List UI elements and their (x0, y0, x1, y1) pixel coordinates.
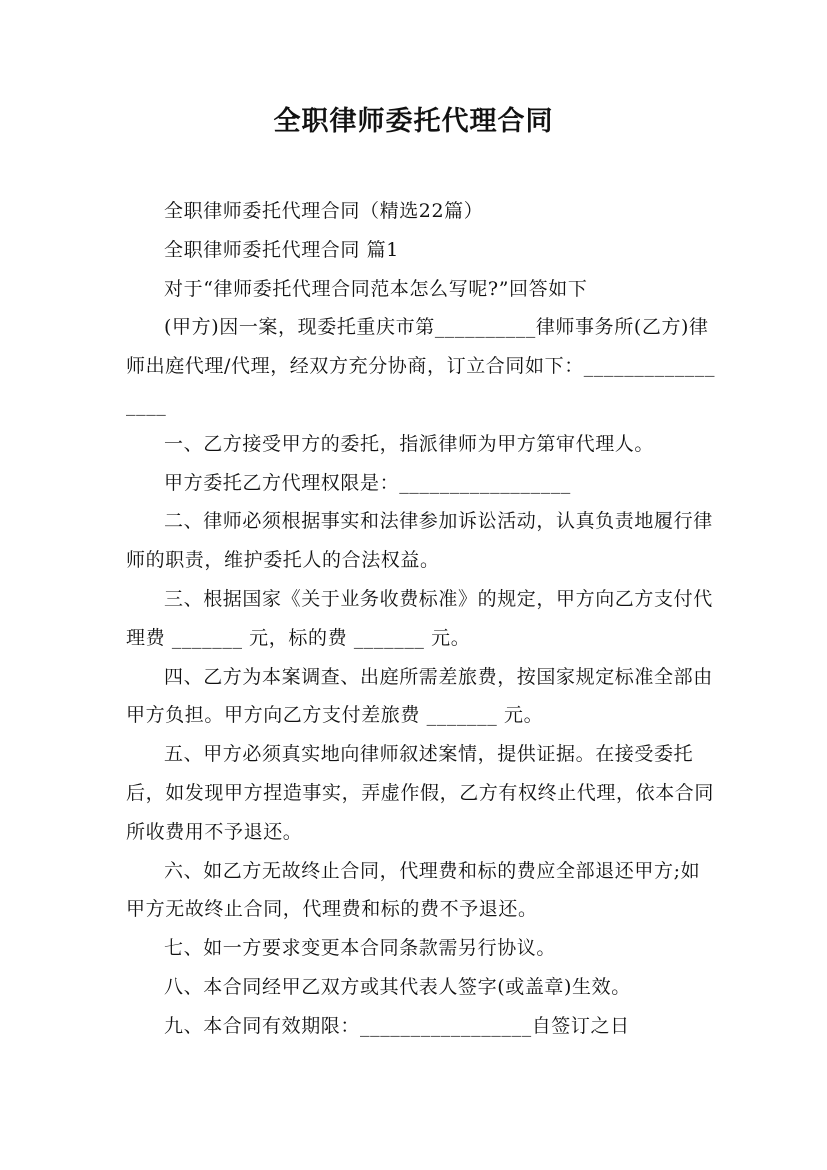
paragraph-subtitle: 全职律师委托代理合同（精选22篇） (164, 200, 484, 222)
paragraph-clause-6: 六、如乙方无故终止合同，代理费和标的费应全部退还甲方;如甲方无故终止合同，代理费和标的费不予退还。 (126, 859, 701, 921)
paragraph-clause-7: 七、如一方要求变更本合同条款需另行协议。 (164, 937, 557, 960)
paragraph-intro: 对于“律师委托代理合同范本怎么写呢?”回答如下 (164, 277, 588, 300)
paragraph-clause-4: 四、乙方为本案调查、出庭所需差旅费，按国家规定标准全部由甲方负担。甲方向乙方支付差旅费 _______ 元。 (126, 665, 713, 727)
document-title: 全职律师委托代理合同 (273, 106, 554, 137)
paragraph-clause-2: 二、律师必须根据事实和法律参加诉讼活动，认真负责地履行律师的职责，维护委托人的合法权益。 (126, 510, 713, 572)
document-body (126, 192, 716, 1046)
paragraph-clause-5: 五、甲方必须真实地向律师叙述案情，提供证据。在接受委托后，如发现甲方捏造事实，弄虚作假，乙方有权终止代理，依本合同所收费用不予退还。 (126, 743, 715, 843)
paragraph-authority: 甲方委托乙方代理权限是：_________________ (164, 471, 571, 494)
paragraph-clause-3: 三、根据国家《关于业务收费标准》的规定，甲方向乙方支付代理费 _______ 元，标的费 _______ 元。 (126, 587, 713, 649)
paragraph-clause-8: 八、本合同经甲乙双方或其代表人签字(或盖章)生效。 (164, 975, 631, 998)
paragraph-section-heading: 全职律师委托代理合同 篇1 (164, 238, 399, 261)
paragraph-clause-1: 一、乙方接受甲方的委托，指派律师为甲方第审代理人。 (164, 432, 655, 455)
paragraph-clause-9: 九、本合同有效期限：_________________自签订之日 (164, 1014, 630, 1037)
paragraph-parties: (甲方)因一案，现委托重庆市第__________律师事务所(乙方)律师出庭代理/代理，经双方充分协商，订立合同如下：_________________ (126, 316, 716, 416)
